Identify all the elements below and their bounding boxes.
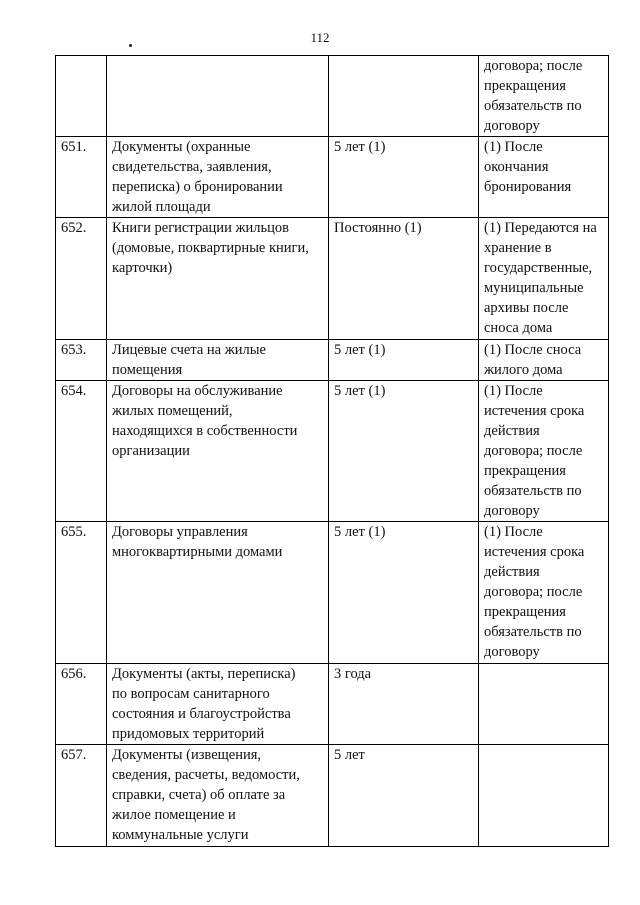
notes-cell: (1) После окончания бронирования: [479, 137, 609, 218]
retention-term-cell: 5 лет (1): [329, 137, 479, 218]
retention-term-cell: 5 лет (1): [329, 381, 479, 522]
row-number-cell: 656.: [56, 664, 107, 745]
document-type-cell: Документы (охранные свидетельства, заявления, переписка) о бронировании жилой площади: [107, 137, 329, 218]
row-number-cell: 653.: [56, 340, 107, 381]
row-number-cell: 651.: [56, 137, 107, 218]
retention-term-cell: 3 года: [329, 664, 479, 745]
row-number-cell: 652.: [56, 218, 107, 340]
notes-cell: (1) После сноса жилого дома: [479, 340, 609, 381]
row-number-cell: 654.: [56, 381, 107, 522]
document-type-cell: Документы (акты, переписка) по вопросам санитарного состояния и благоустройства придомовых территорий: [107, 664, 329, 745]
retention-term-cell: 5 лет (1): [329, 340, 479, 381]
row-number-cell: [56, 56, 107, 137]
retention-term-cell: 5 лет: [329, 745, 479, 847]
document-type-cell: Договоры управления многоквартирными домами: [107, 522, 329, 664]
page-number: 112: [310, 30, 330, 45]
notes-cell: (1) После истечения срока действия договора; после прекращения обязательств по договору: [479, 381, 609, 522]
notes-cell: (1) После истечения срока действия договора; после прекращения обязательств по договору: [479, 522, 609, 664]
row-number-cell: 657.: [56, 745, 107, 847]
notes-cell: договора; после прекращения обязательств по договору: [479, 56, 609, 137]
table-row: [56, 745, 609, 847]
table-row: [56, 340, 609, 381]
scan-speck: [129, 44, 132, 47]
retention-term-cell: Постоянно (1): [329, 218, 479, 340]
table-row: [56, 522, 609, 664]
document-type-cell: Договоры на обслуживание жилых помещений, находящихся в собственности организации: [107, 381, 329, 522]
table-row: [56, 218, 609, 340]
table-row: [56, 56, 609, 137]
notes-cell: [479, 664, 609, 745]
notes-cell: (1) Передаются на хранение в государственные, муниципальные архивы после сноса дома: [479, 218, 609, 340]
table-row: [56, 137, 609, 218]
document-type-cell: Книги регистрации жильцов (домовые, поквартирные книги, карточки): [107, 218, 329, 340]
table-row: [56, 664, 609, 745]
records-table: [55, 55, 609, 847]
retention-term-cell: [329, 56, 479, 137]
document-type-cell: Документы (извещения, сведения, расчеты, ведомости, справки, счета) об оплате за жилое помещение и коммунальные услуги: [107, 745, 329, 847]
table-row: [56, 381, 609, 522]
retention-term-cell: 5 лет (1): [329, 522, 479, 664]
notes-cell: [479, 745, 609, 847]
document-type-cell: Лицевые счета на жилые помещения: [107, 340, 329, 381]
row-number-cell: 655.: [56, 522, 107, 664]
document-type-cell: [107, 56, 329, 137]
